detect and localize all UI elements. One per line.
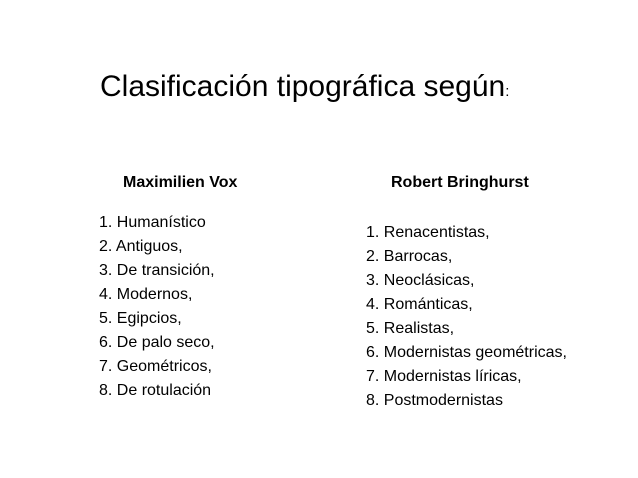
- list-item: 1. Humanístico: [99, 214, 206, 231]
- vox-classification-list: [99, 211, 215, 403]
- list-item: 5. Egipcios,: [99, 310, 182, 327]
- column-heading-bringhurst: Robert Bringhurst: [391, 174, 529, 191]
- list-item: 6. De palo seco,: [99, 334, 215, 351]
- slide-title-text: Clasificación tipográfica según: [100, 70, 506, 103]
- slide-title: [100, 68, 509, 111]
- column-heading-vox: Maximilien Vox: [123, 174, 238, 191]
- list-item: 8. De rotulación: [99, 382, 212, 399]
- list-item: 6. Modernistas geométricas,: [366, 344, 567, 361]
- bringhurst-classification-list: [366, 221, 567, 413]
- list-item: 5. Realistas,: [366, 320, 455, 337]
- list-item: 2. Antiguos,: [99, 238, 183, 255]
- list-item: 7. Geométricos,: [99, 358, 212, 375]
- list-item: 1. Renacentistas,: [366, 224, 490, 241]
- list-item: 2. Barrocas,: [366, 248, 453, 265]
- list-item: 4. Románticas,: [366, 296, 473, 313]
- list-item: 8. Postmodernistas: [366, 392, 503, 409]
- list-item: 7. Modernistas líricas,: [366, 368, 522, 385]
- list-item: 4. Modernos,: [99, 286, 193, 303]
- list-item: 3. De transición,: [99, 262, 215, 279]
- list-item: 3. Neoclásicas,: [366, 272, 475, 289]
- slide-title-colon: :: [505, 83, 510, 100]
